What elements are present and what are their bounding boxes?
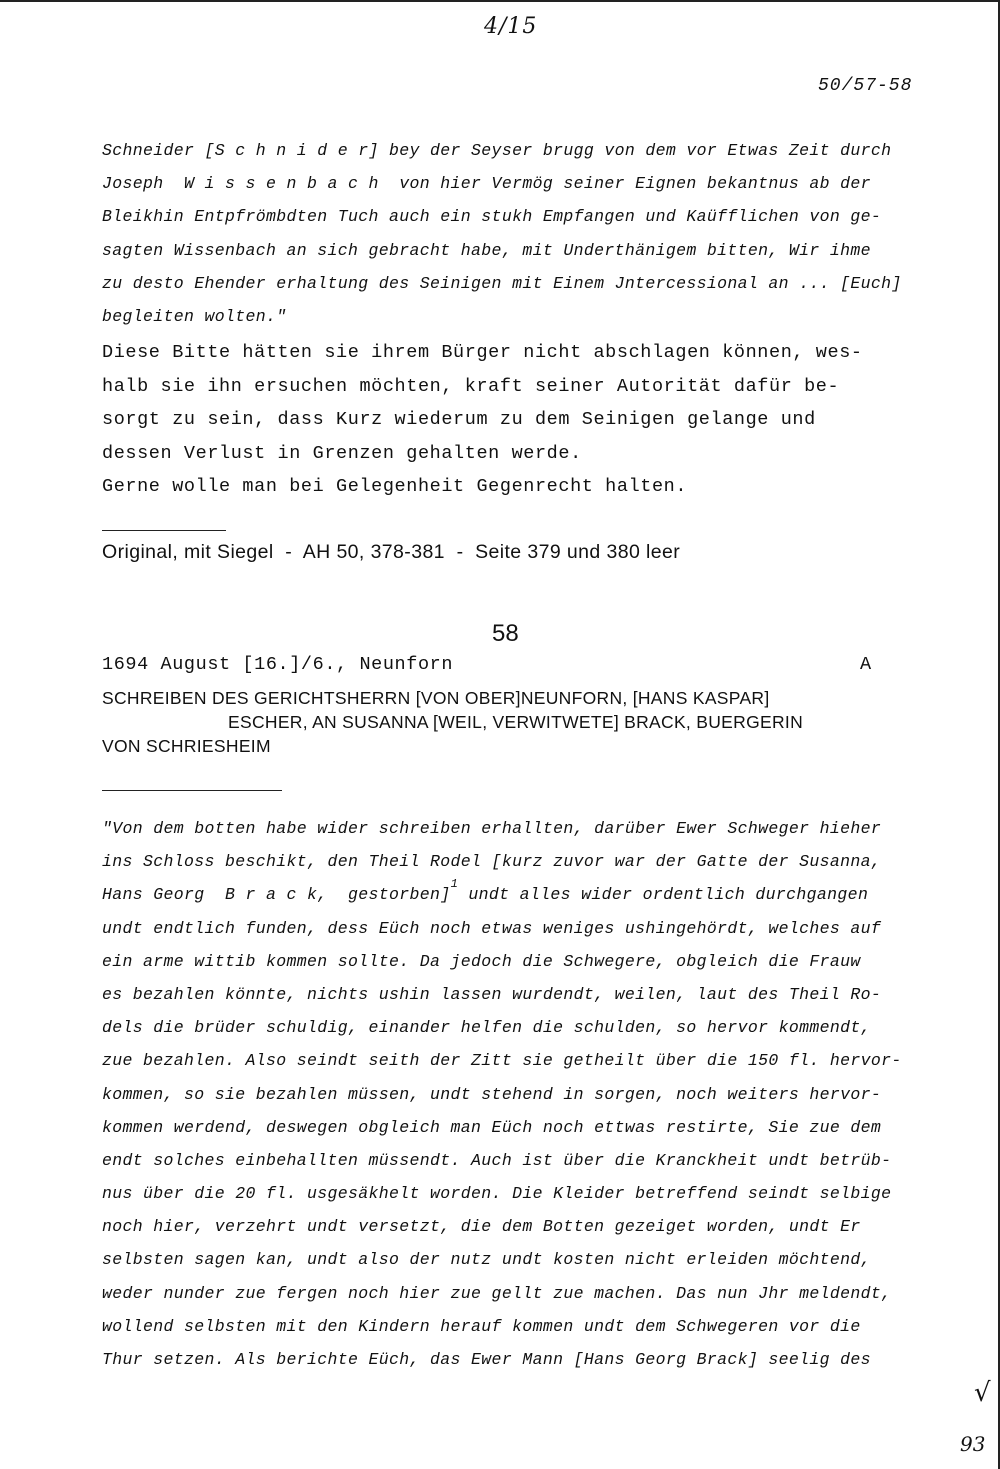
letter-line: zue bezahlen. Also seindt seith der Zitt sie getheilt über die 150 fl. hervor- [102,1051,902,1071]
excerpt-line: Joseph W i s s e n b a c h von hier Vermög seiner Eignen bekantnus ab der [102,174,871,194]
document-number: 58 [492,620,519,647]
letter-line: selbsten sagen kan, undt also der nutz undt kosten nicht erleiden möchtend, [102,1250,871,1270]
quoted-excerpt [102,134,922,333]
letter-line: nus über die 20 fl. usgesäkhelt worden. Die Kleider betreffend seindt selbige [102,1184,892,1204]
letter-line [102,878,922,911]
document-date-place: 1694 August [16.]/6., Neunforn [102,654,454,675]
footnote-marker: 1 [450,877,459,892]
letter-line: ein arme wittib kommen sollte. Da jedoch die Schwegere, obgleich die Frauw [102,951,861,971]
summary-line: halb sie ihn ersuchen möchten, kraft seiner Autorität dafür be- [102,375,840,397]
letter-line: wollend selbsten mit den Kindern herauf kommen undt dem Schwegeren vor die [102,1316,861,1336]
letter-line: Thur setzen. Als berichte Eüch, das Ewer Mann [Hans Georg Brack] seelig des [102,1350,871,1369]
handwritten-page-number: 93 [960,1432,986,1456]
letter-line: undt endtlich funden, dess Eüch noch etwas weniges ushingehördt, welches auf [102,918,882,938]
excerpt-line: begleiten wolten." [102,306,287,326]
footnote-rule [102,530,226,531]
letter-line: endt solches einbehallten müssendt. Auch ist über die Kranckheit undt betrüb- [102,1150,892,1170]
document-reference: 50/57-58 [818,76,913,96]
handwritten-check-mark: √ [974,1378,991,1408]
document-marker: A [860,654,872,675]
summary-paragraph [102,336,922,504]
summary-line: Gerne wolle man bei Gelegenheit Gegenrecht halten. [102,476,688,498]
excerpt-line: sagten Wissenbach an sich gebracht habe, mit Underthänigem bitten, Wir ihme [102,240,871,260]
heading-line: VON SCHRIESHEIM [102,736,271,756]
document-heading [102,686,803,758]
letter-line: "Von dem botten habe wider schreiben erhallten, darüber Ewer Schweger hieher [102,819,882,838]
letter-line-part: undt alles wider ordentlich durchgangen [458,885,869,905]
excerpt-line: Bleikhin Entpfrömbdten Tuch auch ein stukh Empfangen und Kaüfflichen von ge- [102,207,882,227]
letter-line: noch hier, verzehrt undt versetzt, die dem Botten gezeiget worden, undt Er [102,1217,861,1237]
summary-line: sorgt zu sein, dass Kurz wiederum zu dem Seinigen gelange und [102,409,816,431]
letter-line: kommen werdend, deswegen obgleich man Eüch noch ettwas restirte, Sie zue dem [102,1117,882,1137]
page-border-top [0,0,1000,2]
letter-body [102,812,922,1376]
source-note: Original, mit Siegel - AH 50, 378-381 - Seite 379 und 380 leer [102,541,681,563]
heading-line: SCHREIBEN DES GERICHTSHERRN [VON OBER]NEUNFORN, [HANS KASPAR] [102,688,770,708]
letter-line: dels die brüder schuldig, einander helfen die schulden, so hervor kommendt, [102,1018,871,1038]
letter-line: weder nunder zue fergen noch hier zue gellt zue machen. Das nun Jhr meldendt, [102,1283,892,1303]
excerpt-line: Schneider [S c h n i d e r] bey der Seyser brugg von dem vor Etwas Zeit durch [102,141,892,160]
summary-line: dessen Verlust in Grenzen gehalten werde. [102,442,582,464]
heading-rule [102,790,282,791]
handwritten-folio-number: 4/15 [484,14,538,39]
letter-line-part: Hans Georg B r a c k, gestorben] [102,885,451,905]
letter-line: es bezahlen könnte, nichts ushin lassen wurdendt, weilen, laut des Theil Ro- [102,984,882,1004]
heading-line: ESCHER, AN SUSANNA [WEIL, VERWITWETE] BRACK, BUERGERIN [228,712,804,732]
letter-line: kommen, so sie bezahlen müssen, undt stehend in sorgen, noch weiters hervor- [102,1084,882,1104]
excerpt-line: zu desto Ehender erhaltung des Seinigen mit Einem Jntercessional an ... [Euch] [102,273,902,293]
letter-line: ins Schloss beschikt, den Theil Rodel [kurz zuvor war der Gatte der Susanna, [102,852,882,872]
summary-line: Diese Bitte hätten sie ihrem Bürger nicht abschlagen können, wes- [102,342,863,363]
